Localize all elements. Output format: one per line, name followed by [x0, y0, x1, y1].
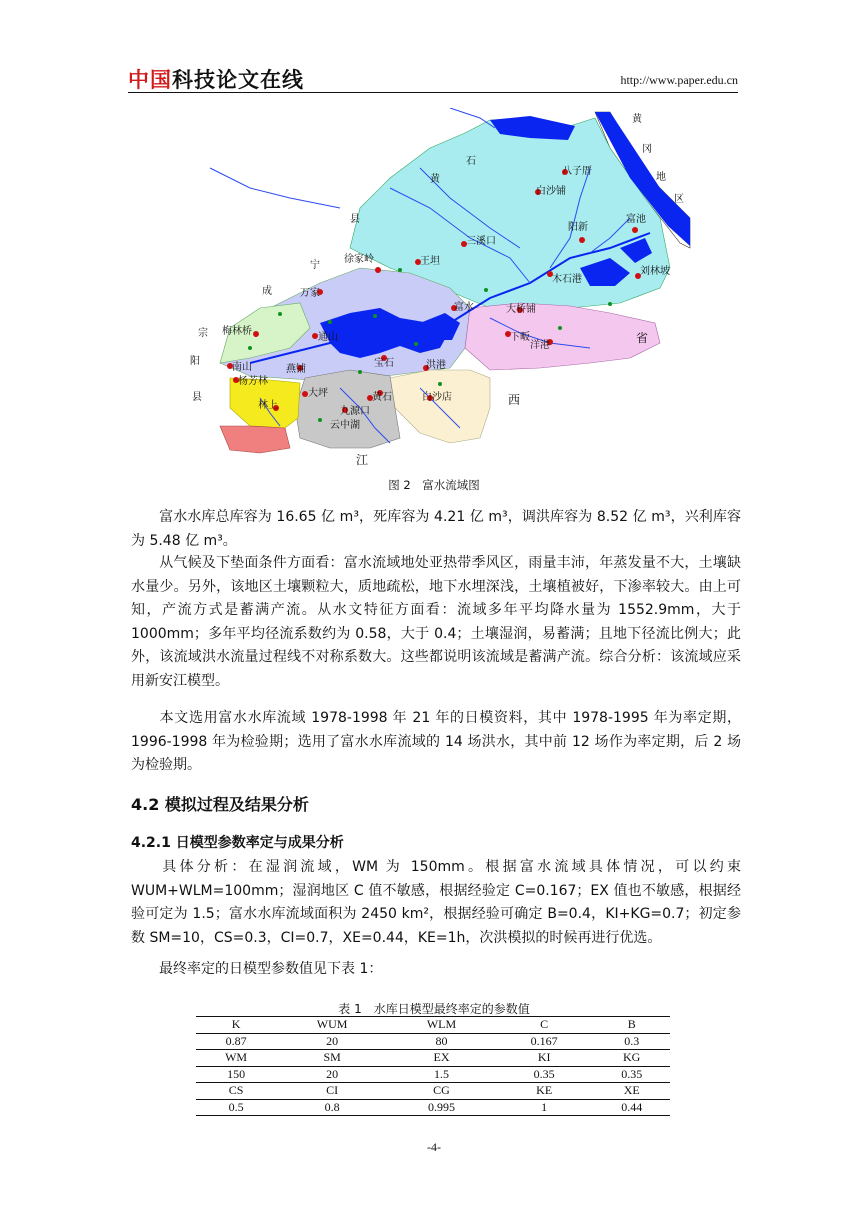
station-label: 林上 — [258, 400, 278, 411]
table-cell: 0.8 — [276, 1099, 388, 1116]
map-label-yang: 阳 — [190, 356, 200, 367]
station-label: 九源口 — [340, 406, 370, 417]
map-label-gang: 冈 — [642, 144, 652, 155]
table-cell: KG — [593, 1050, 670, 1067]
map-label-cheng: 成 — [262, 286, 272, 297]
header-url[interactable]: http://www.paper.edu.cn — [620, 73, 738, 87]
station-label: 黄石 — [372, 392, 392, 403]
subsection-heading: 4.2.1 日模型参数率定与成果分析 — [131, 835, 344, 851]
table-cell: 0.995 — [388, 1099, 495, 1116]
station-label: 洪港 — [426, 360, 446, 371]
station-label: 富水 — [454, 302, 474, 313]
station-label: 刘林坡 — [640, 266, 670, 277]
table-cell: EX — [388, 1050, 495, 1067]
table-cell: 0.167 — [495, 1033, 593, 1050]
journal-logo — [128, 64, 304, 94]
table-cell: CG — [388, 1083, 495, 1100]
station-label: 白沙店 — [422, 392, 452, 403]
station-label: 云中湖 — [330, 420, 360, 431]
map-label-xi: 西 — [508, 393, 521, 407]
map-label-ning: 宁 — [310, 260, 320, 271]
table-row — [196, 1099, 670, 1116]
station-label: 三溪口 — [466, 236, 496, 247]
paragraph-analysis: 具体分析：在湿润流域，WM 为 150mm。根据富水流域具体情况，可以约束 WUM+WLM=100mm；湿润地区 C 值不敏感，根据经验定 C=0.167；EX 值也不敏感，根据经验可定为 1.5；富水水库流域面积为 2450 km²，根据经验可确定 B=0.4，KI+KG=0.7；初定参数 SM=10，CS=0.3，CI=0.7，XE=0.44，KE=1h，次洪模拟的时候再进行优选。 — [131, 859, 741, 946]
station-label: 燕铺 — [286, 364, 306, 375]
station-label: 大坪 — [308, 388, 328, 399]
section-heading: 4.2 模拟过程及结果分析 — [131, 795, 309, 814]
station-label: 通山 — [318, 332, 338, 343]
table-cell: 150 — [196, 1066, 276, 1083]
table-row — [196, 1083, 670, 1100]
table-cell: 0.5 — [196, 1099, 276, 1116]
paragraph-capacity: 富水水库总库容为 16.65 亿 m³，死库容为 4.21 亿 m³，调洪库容为 8.52 亿 m³，兴利库容为 5.48 亿 m³。 — [131, 509, 741, 549]
table-cell: SM — [276, 1050, 388, 1067]
parameter-table — [196, 1016, 670, 1116]
table-cell: KE — [495, 1083, 593, 1100]
station-label: 木石港 — [552, 274, 582, 285]
watershed-map — [190, 108, 710, 476]
map-label-shi: 石 — [466, 156, 476, 167]
table-cell: KI — [495, 1050, 593, 1067]
map-label-xian3: 县 — [192, 392, 202, 403]
logo-black-text: 科技论文在线 — [172, 68, 304, 92]
table-row — [196, 1033, 670, 1050]
page-number: -4- — [427, 1140, 441, 1154]
station-label: 洋港 — [530, 340, 550, 351]
table-cell: 0.44 — [593, 1099, 670, 1116]
table-cell: XE — [593, 1083, 670, 1100]
station-label: 富池 — [626, 214, 646, 225]
table-caption: 表 1 水库日模型最终率定的参数值 — [338, 1002, 530, 1016]
map-label-zong: 宗 — [198, 328, 208, 339]
table-cell: 20 — [276, 1033, 388, 1050]
table-row — [196, 1017, 670, 1034]
paragraph-data: 本文选用富水水库流域 1978-1998 年 21 年的日模资料，其中 1978-1995 年为率定期，1996-1998 年为检验期；选用了富水水库流域的 14 场洪水，其中前 12 场作为率定期，后 2 场为检验期。 — [131, 710, 741, 773]
station-label: 徐家岭 — [344, 254, 374, 265]
station-label: 阳新 — [568, 222, 588, 233]
map-label-huang: 黄 — [632, 114, 642, 125]
table-row — [196, 1066, 670, 1083]
map-label-di: 地 — [656, 172, 666, 183]
table-cell: WUM — [276, 1017, 388, 1034]
map-label-qu: 区 — [674, 194, 684, 205]
paragraph-table-intro: 最终率定的日模型参数值见下表 1： — [159, 961, 383, 977]
station-label: 杨芳林 — [238, 376, 268, 387]
table-cell: 0.3 — [593, 1033, 670, 1050]
station-label: 南山 — [232, 362, 252, 373]
map-label-xian: 县 — [350, 214, 360, 225]
table-cell: CI — [276, 1083, 388, 1100]
table-cell: 20 — [276, 1066, 388, 1083]
station-label: 白沙铺 — [536, 186, 566, 197]
map-label-jiang: 江 — [356, 453, 369, 467]
header-divider — [128, 92, 738, 93]
table-cell: C — [495, 1017, 593, 1034]
table-cell: K — [196, 1017, 276, 1034]
table-cell: WM — [196, 1050, 276, 1067]
figure-caption: 图 2 富水流域图 — [388, 478, 480, 492]
logo-red-text: 中国 — [128, 68, 172, 92]
paragraph-climate: 从气候及下垫面条件方面看：富水流域地处亚热带季风区，雨量丰沛，年蒸发量不大，土壤缺水量少。另外，该地区土壤颗粒大，质地疏松，地下水埋深浅，土壤植被好，下渗率较大。由上可知，产流方式是蓄满产流。从水文特征方面看：流域多年平均降水量为 1552.9mm，大于 1000mm；多年平均径流系数约为 0.58，大于 0.4；土壤湿润，易蓄满；且地下径流比例大；此外，该流域洪水流量过程线不对称系数大。这些都说明该流域是蓄满产流。综合分析：该流域应采用新安江模型。 — [131, 555, 741, 689]
table-cell: 1.5 — [388, 1066, 495, 1083]
station-label: 宝石 — [374, 358, 394, 369]
table-cell: 0.35 — [593, 1066, 670, 1083]
map-label-sheng: 省 — [636, 331, 649, 345]
table-cell: 0.35 — [495, 1066, 593, 1083]
map-label-huang2: 黄 — [430, 174, 440, 185]
table-cell: B — [593, 1017, 670, 1034]
station-label: 梅林桥 — [222, 326, 252, 337]
station-label: 大桥铺 — [506, 304, 536, 315]
table-cell: CS — [196, 1083, 276, 1100]
table-row — [196, 1050, 670, 1067]
station-label: 万家 — [300, 288, 320, 299]
station-label: 王坦 — [420, 256, 440, 267]
station-label: 八子厝 — [562, 166, 592, 177]
table-cell: 80 — [388, 1033, 495, 1050]
table-cell: 1 — [495, 1099, 593, 1116]
table-cell: WLM — [388, 1017, 495, 1034]
station-label: 下畈 — [510, 332, 530, 343]
table-cell: 0.87 — [196, 1033, 276, 1050]
